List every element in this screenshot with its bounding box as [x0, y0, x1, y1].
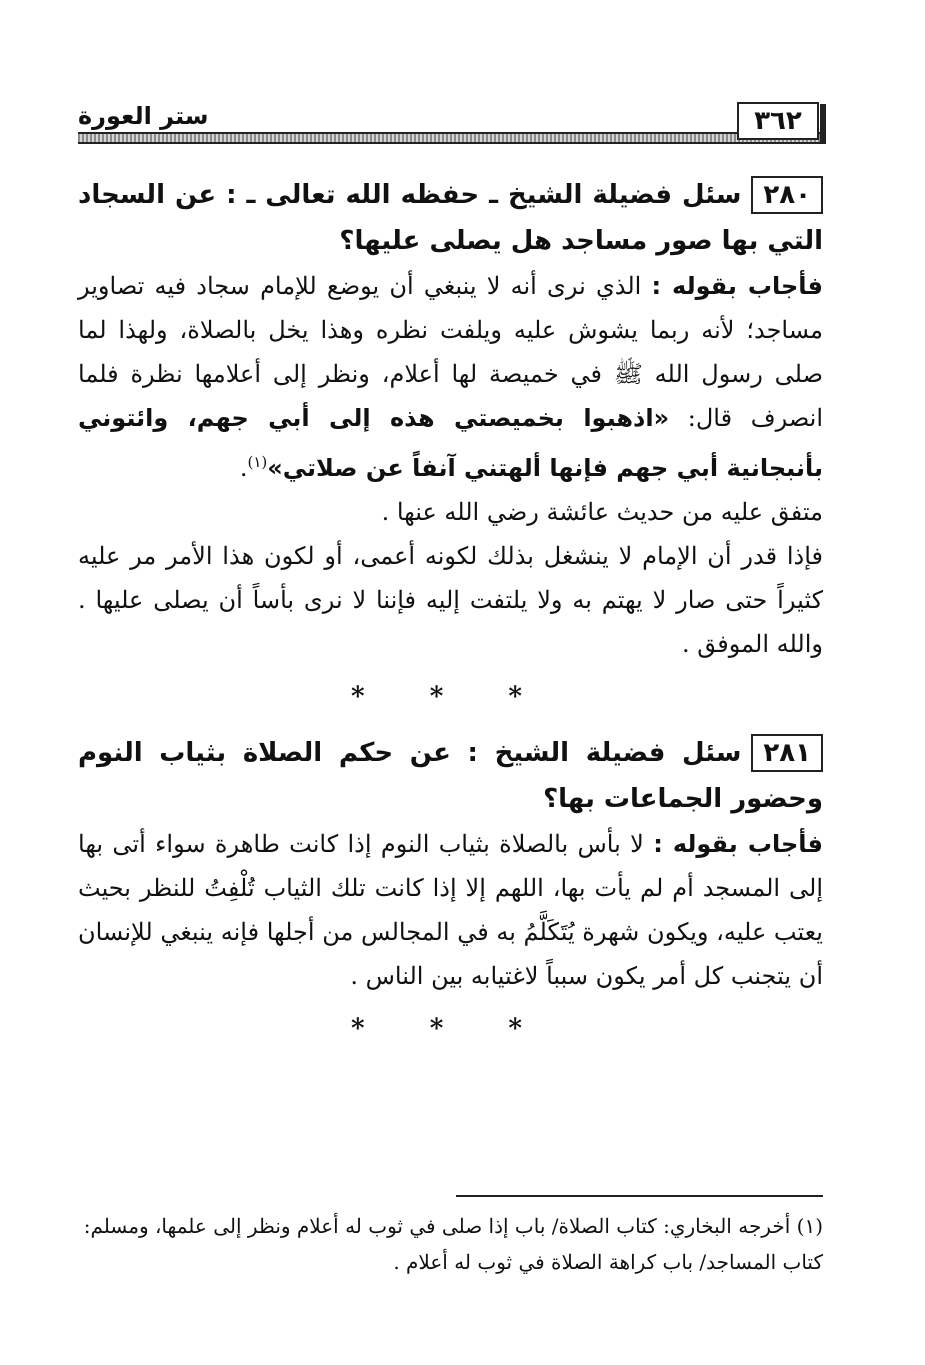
- question-text-281: سئل فضيلة الشيخ : عن حكم الصلاة بثياب النوم وحضور الجماعات بها؟: [78, 738, 823, 814]
- question-text-280: سئل فضيلة الشيخ ـ حفظه الله تعالى ـ : عن السجاد التي بها صور مساجد هل يصلى عليها؟: [78, 180, 823, 256]
- header-rule: [78, 132, 823, 144]
- closing-280: فإذا قدر أن الإمام لا ينشغل بذلك لكونه أعمى، أو لكون هذا الأمر مر عليه كثيراً حتى صار لا يهتم به ولا يلتفت إليه فإننا لا نرى بأساً أن يصلى عليها . والله الموفق .: [78, 542, 823, 658]
- page-number: ٣٦٢: [737, 102, 819, 140]
- answer-280: [78, 264, 823, 490]
- footnote-rule: [456, 1195, 823, 1197]
- section-separator: * * *: [351, 682, 550, 712]
- section-separator-2: * * *: [351, 1014, 550, 1044]
- hadith-quote: «اذهبوا بخميصتي هذه إلى أبي جهم، وائتوني بأنبجانية أبي جهم فإنها ألهتني آنفاً عن صلاتي»: [78, 404, 823, 482]
- hadith-source: متفق عليه من حديث عائشة رضي الله عنها .: [381, 498, 823, 526]
- page-header: [78, 96, 823, 156]
- footnotes: [78, 1208, 823, 1280]
- question-number-281: ٢٨١: [751, 734, 823, 772]
- answer-text-281: لا بأس بالصلاة بثياب النوم إذا كانت طاهرة سواء أتى بها إلى المسجد أم لم يأت بها، اللهم إلا إذا كانت تلك الثياب تُلْفِتُ للنظر بحيث يعتب عليه، ويكون شهرة يُتَكَلَّمُ به في المجالس من أجلها فإنه ينبغي للإنسان أن يتجنب كل أمر يكون سبباً لاغتيابه بين الناس .: [78, 830, 823, 990]
- running-title: ستر العورة: [78, 102, 209, 130]
- footnote-marker: (١): [796, 1214, 823, 1238]
- answer-lead-281: فأجاب بقوله :: [653, 830, 823, 858]
- question-281: [78, 730, 823, 822]
- footnote-ref: (١): [247, 453, 268, 471]
- answer-281: [78, 822, 823, 998]
- answer-lead-280: فأجاب بقوله :: [651, 272, 823, 300]
- main-content: [78, 172, 823, 1062]
- answer-text-280: الذي نرى أنه لا ينبغي أن يوضع للإمام سجاد فيه تصاوير مساجد؛ لأنه ربما يشوش عليه ويلفت نظره وهذا يخل بالصلاة، ولهذا لما صلى رسول الله ﷺ في خميصة لها أعلام، ونظر إلى أعلامها نظرة فلما انصرف قال:: [78, 272, 823, 432]
- hadith-end-mark: .: [239, 454, 248, 482]
- question-280: [78, 172, 823, 264]
- footnote-text: أخرجه البخاري: كتاب الصلاة/ باب إذا صلى في ثوب له أعلام ونظر إلى علمها، ومسلم: كتاب المساجد/ باب كراهة الصلاة في ثوب له أعلام .: [83, 1214, 823, 1274]
- question-number-280: ٢٨٠: [751, 176, 823, 214]
